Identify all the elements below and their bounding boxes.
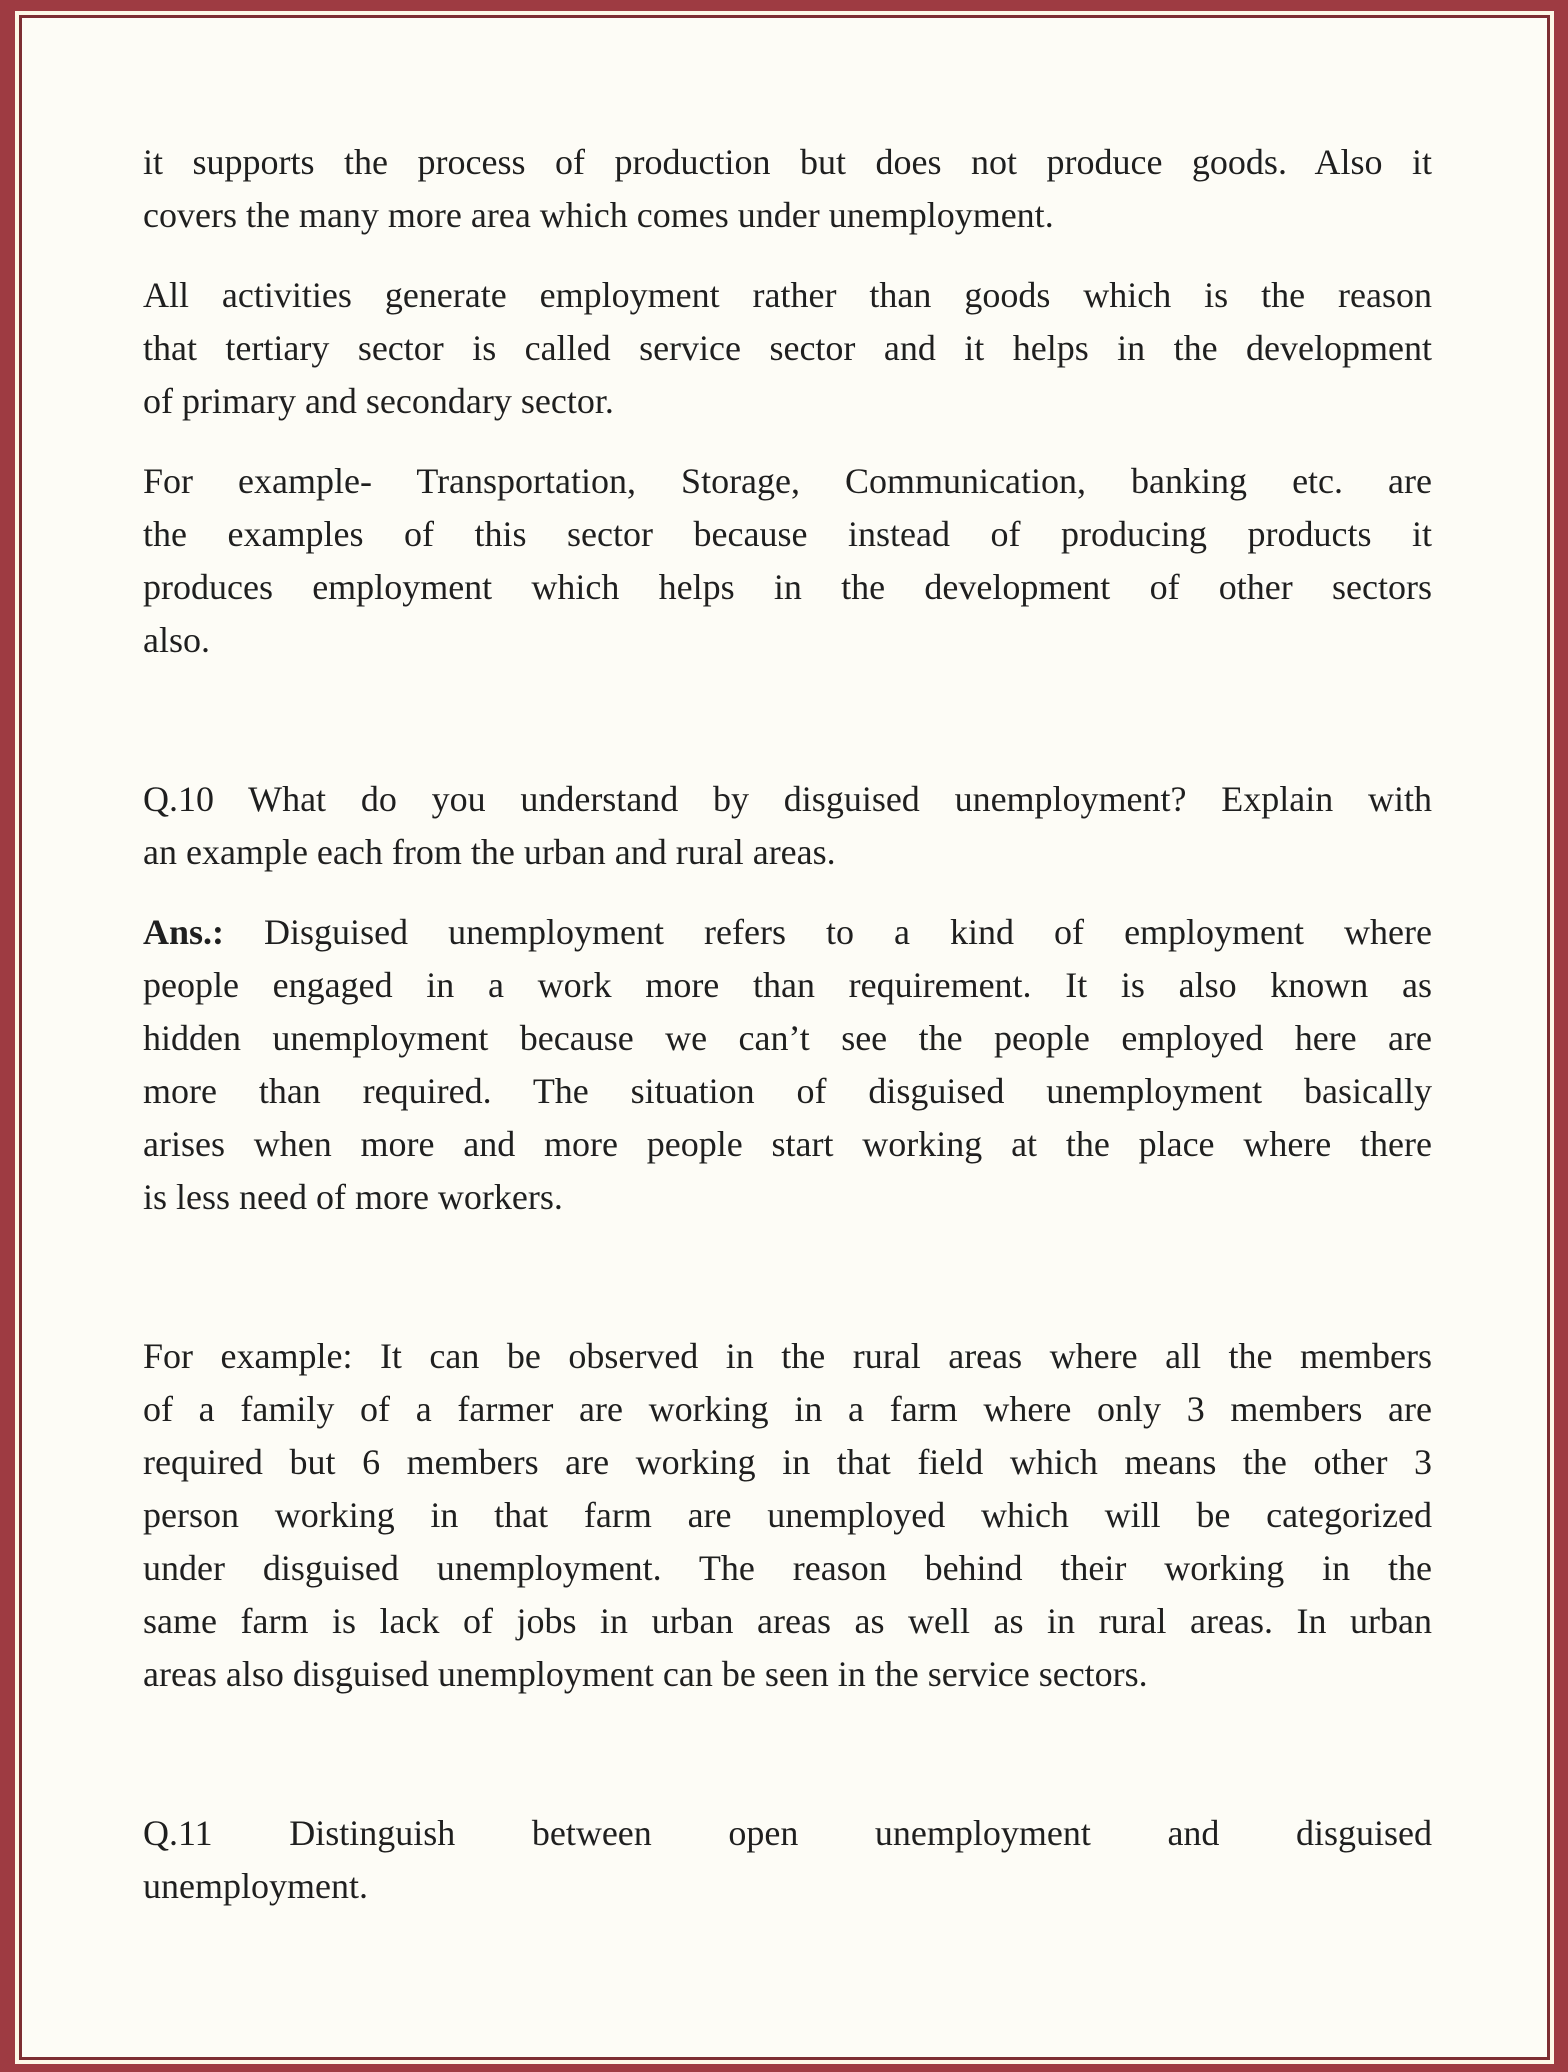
question-11 — [143, 1807, 1432, 1913]
text-line: of primary and secondary sector. — [143, 381, 614, 421]
text-line: an example each from the urban and rural areas. — [143, 832, 836, 872]
text-line: arises when more and more people start working at the place where there — [143, 1124, 1432, 1164]
page-frame-inner-border — [19, 15, 1550, 2060]
text-line: same farm is lack of jobs in urban areas as well as in rural areas. In urban — [143, 1601, 1432, 1641]
text-line: covers the many more area which comes under unemployment. — [143, 195, 1054, 235]
para-tertiary-continuation — [143, 136, 1432, 242]
text-line: Q.11 Distinguish between open unemployment and disguised — [143, 1813, 1432, 1853]
question-10 — [143, 773, 1432, 879]
text-line: that tertiary sector is called service sector and it helps in the development — [143, 328, 1432, 368]
text-line: people engaged in a work more than requirement. It is also known as — [143, 965, 1432, 1005]
text-line: areas also disguised unemployment can be seen in the service sectors. — [143, 1654, 1148, 1694]
para-all-activities — [143, 269, 1432, 428]
text-line: of a family of a farmer are working in a farm where only 3 members are — [143, 1389, 1432, 1429]
text-line: it supports the process of production but does not produce goods. Also it — [143, 142, 1432, 182]
document-body — [22, 18, 1547, 2057]
text-line: more than required. The situation of disguised unemployment basically — [143, 1071, 1432, 1111]
text-line: produces employment which helps in the development of other sectors — [143, 567, 1432, 607]
answer-10-example — [143, 1330, 1432, 1701]
para-tertiary-example — [143, 455, 1432, 667]
answer-10 — [143, 906, 1432, 1224]
text-line: unemployment. — [143, 1866, 368, 1906]
text-line: person working in that farm are unemployed which will be categorized — [143, 1495, 1432, 1535]
text-line: All activities generate employment rather than goods which is the reason — [143, 275, 1432, 315]
text-line: required but 6 members are working in that field which means the other 3 — [143, 1442, 1432, 1482]
text-line: Q.10 What do you understand by disguised unemployment? Explain with — [143, 779, 1432, 819]
text-line: For example: It can be observed in the rural areas where all the members — [143, 1336, 1432, 1376]
text-line: also. — [143, 620, 210, 660]
text-line: hidden unemployment because we can’t see the people employed here are — [143, 1018, 1432, 1058]
text-line: Ans.: Disguised unemployment refers to a kind of employment where — [143, 912, 1432, 952]
text-line: under disguised unemployment. The reason behind their working in the — [143, 1548, 1432, 1588]
text-line: For example- Transportation, Storage, Communication, banking etc. are — [143, 461, 1432, 501]
text-line: is less need of more workers. — [143, 1177, 563, 1217]
page-frame-gap — [15, 11, 1554, 2064]
text-line: the examples of this sector because instead of producing products it — [143, 514, 1432, 554]
answer-label: Ans.: — [143, 912, 225, 952]
